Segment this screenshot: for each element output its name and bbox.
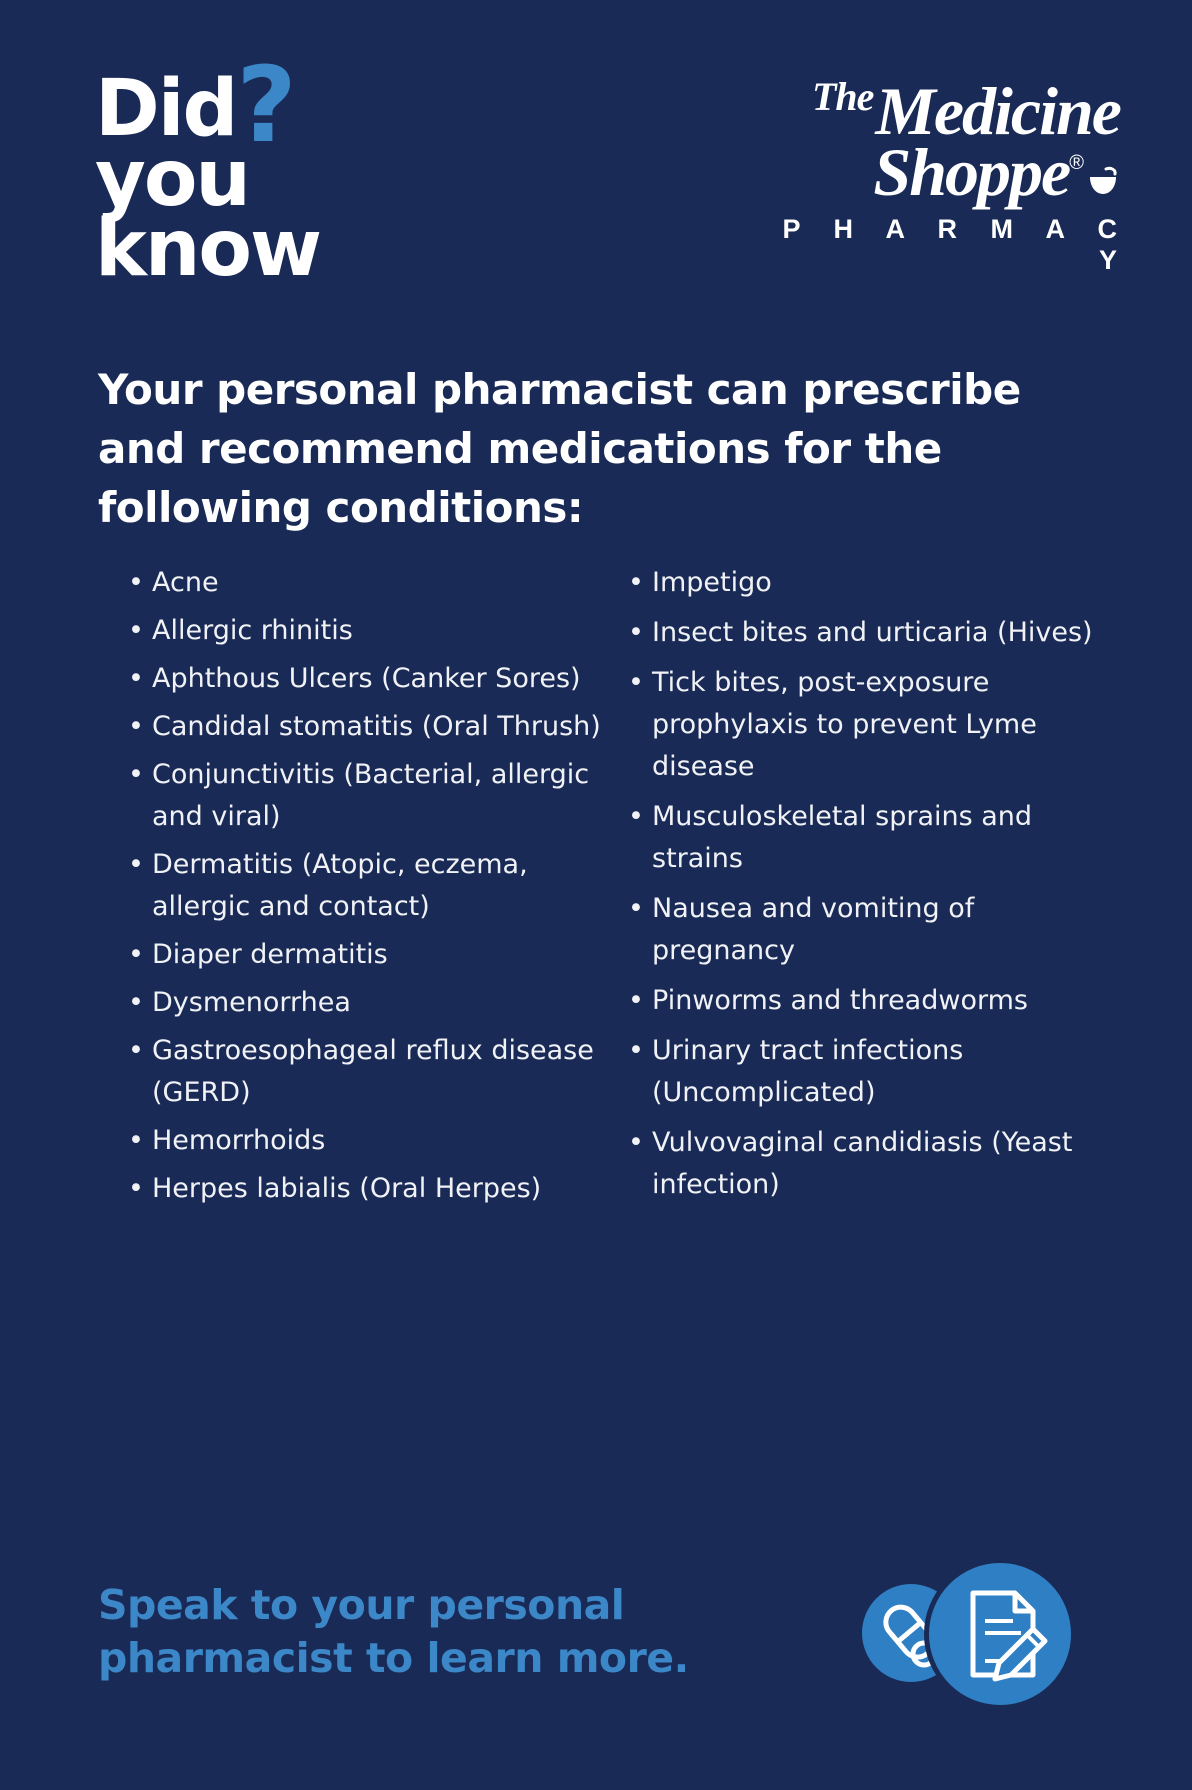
list-item: • Candidal stomatitis (Oral Thrush) <box>120 706 620 748</box>
list-item: • Dysmenorrhea <box>120 982 620 1024</box>
registered-trademark-icon: ® <box>1069 152 1084 174</box>
conditions-column-right <box>620 562 1120 1216</box>
prescription-document-icon <box>924 1558 1076 1710</box>
footer-cta-line-1: Speak to your personal <box>98 1581 625 1629</box>
conditions-columns <box>120 562 1120 1216</box>
logo-pharmacy-text: P H A R M A C Y <box>782 214 1130 275</box>
list-item: • Pinworms and threadworms <box>620 980 1120 1022</box>
conditions-list-left <box>120 562 620 1210</box>
list-item: • Impetigo <box>620 562 1120 604</box>
list-item: • Urinary tract infections (Uncomplicated) <box>620 1030 1120 1114</box>
medicine-shoppe-logo <box>740 73 1130 276</box>
list-item: • Acne <box>120 562 620 604</box>
list-item: • Musculoskeletal sprains and strains <box>620 796 1120 880</box>
logo-row-2 <box>740 134 1120 210</box>
list-item: • Allergic rhinitis <box>120 610 620 652</box>
did-you-know-heading <box>95 44 321 294</box>
list-item: • Aphthous Ulcers (Canker Sores) <box>120 658 620 700</box>
list-item: • Hemorrhoids <box>120 1120 620 1162</box>
list-item: • Vulvovaginal candidiasis (Yeast infection) <box>620 1122 1120 1206</box>
list-item: • Dermatitis (Atopic, eczema, allergic and contact) <box>120 844 620 928</box>
list-item: • Conjunctivitis (Bacterial, allergic and viral) <box>120 754 620 838</box>
conditions-list-right <box>620 562 1120 1206</box>
list-item: • Gastroesophageal reflux disease (GERD) <box>120 1030 620 1114</box>
footer-call-to-action <box>98 1579 689 1685</box>
list-item: • Insect bites and urticaria (Hives) <box>620 612 1120 654</box>
footer-icon-group <box>862 1558 1112 1698</box>
list-item: • Diaper dermatitis <box>120 934 620 976</box>
footer <box>0 1530 1192 1790</box>
heading-line-3: know <box>95 204 321 294</box>
header <box>0 44 1192 300</box>
mortar-and-pestle-icon <box>1086 165 1120 199</box>
list-item: • Nausea and vomiting of pregnancy <box>620 888 1120 972</box>
heading-word-did: Did <box>95 64 237 154</box>
heading-line-2: you <box>95 134 249 224</box>
list-item: • Herpes labialis (Oral Herpes) <box>120 1168 620 1210</box>
question-mark-icon: ? <box>236 44 295 166</box>
list-item: • Tick bites, post-exposure prophylaxis to prevent Lyme disease <box>620 662 1120 788</box>
conditions-column-left <box>120 562 620 1216</box>
heading-line-1 <box>95 44 320 166</box>
logo-medicine-text: Medicine <box>875 73 1120 149</box>
headline-text: Your personal pharmacist can prescribe and recommend medications for the following conditions: <box>98 365 1021 532</box>
logo-shoppe-text: Shoppe <box>873 134 1070 210</box>
footer-cta-line-2: pharmacist to learn more. <box>98 1634 689 1682</box>
logo-the-text: The <box>811 74 874 119</box>
logo-row-1 <box>740 73 1120 149</box>
